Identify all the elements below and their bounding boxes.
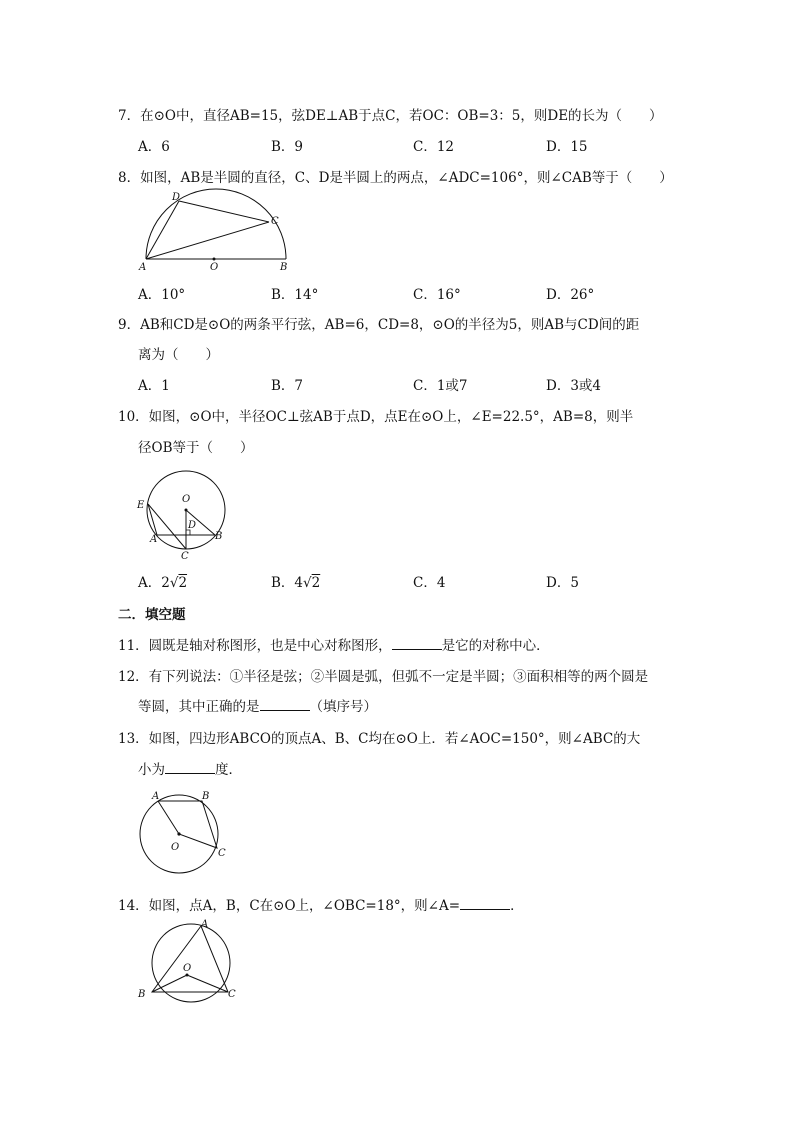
q10-label-b: B bbox=[215, 531, 223, 542]
q10-center-point bbox=[185, 509, 188, 512]
q14-label-a: A bbox=[201, 919, 209, 930]
q13-label-a: A bbox=[152, 791, 160, 802]
q8-option-b: B．14° bbox=[271, 287, 319, 303]
q9-option-a: A．1 bbox=[138, 378, 170, 394]
q14-label-o: O bbox=[183, 963, 192, 974]
q10-options bbox=[138, 571, 738, 589]
q10-label-a: A bbox=[150, 534, 158, 545]
q12-stem-line1: 12．有下列说法：①半径是弦；②半圆是弧，但弧不一定是半圆；③面积相等的两个圆是 bbox=[118, 669, 649, 685]
q9-option-c: C．1或7 bbox=[413, 378, 468, 394]
q9-stem-line2: 离为（ ） bbox=[138, 347, 219, 363]
q10-stem-line2: 径OB等于（ ） bbox=[138, 440, 254, 456]
q13-label-b: B bbox=[202, 791, 210, 802]
q14-circle-figure bbox=[136, 920, 246, 1002]
q10-label-d: D bbox=[188, 520, 197, 531]
q10-option-c: C．4 bbox=[413, 575, 446, 591]
q10-label-e: E bbox=[137, 500, 145, 511]
section-fill-in-title: 二．填空题 bbox=[118, 607, 186, 623]
q13-label-c: C bbox=[218, 848, 226, 859]
q11-answer-blank[interactable] bbox=[392, 637, 442, 650]
q13-answer-blank[interactable] bbox=[165, 761, 215, 774]
q13-circle-figure bbox=[138, 788, 238, 878]
q10-stem-line1: 10．如图，⊙O中，半径OC⊥弦AB于点D，点E在⊙O上，∠E=22.5°，AB=8，则半 bbox=[118, 409, 634, 425]
q8-semicircle-arc bbox=[146, 189, 286, 259]
q8-segment-dc bbox=[179, 201, 269, 222]
q8-label-b: B bbox=[280, 262, 288, 273]
q14-answer-blank[interactable] bbox=[460, 897, 510, 910]
q10-label-o: O bbox=[182, 494, 191, 505]
q10-option-d: D．5 bbox=[546, 575, 579, 591]
q8-options bbox=[138, 283, 738, 301]
q12-stem-line2: 等圆，其中正确的是 （填序号） bbox=[138, 699, 377, 715]
q10-label-c: C bbox=[181, 551, 189, 562]
q8-option-a: A．10° bbox=[138, 287, 186, 303]
q9-stem-line1: 9．AB和CD是⊙O的两条平行弦，AB=6，CD=8，⊙O的半径为5，则AB与CD间的距 bbox=[118, 317, 640, 333]
q8-option-d: D．26° bbox=[546, 287, 595, 303]
q9-option-d: D．3或4 bbox=[546, 378, 602, 394]
q10-circle-figure bbox=[134, 478, 234, 560]
q10-option-b: B．4√2 bbox=[271, 575, 321, 591]
q14-label-c: C bbox=[228, 989, 236, 1000]
q13-center-point bbox=[177, 832, 180, 835]
q8-label-o: O bbox=[210, 262, 219, 273]
q13-label-o: O bbox=[171, 842, 180, 853]
q7-option-d: D．15 bbox=[546, 139, 588, 155]
q8-label-d: D bbox=[172, 192, 181, 203]
q9-option-b: B．7 bbox=[271, 378, 304, 394]
q7-option-c: C．12 bbox=[413, 139, 455, 155]
q8-stem: 8．如图，AB是半圆的直径，C、D是半圆上的两点，∠ADC=106°，则∠CAB等于（ ） bbox=[118, 170, 673, 186]
q7-options bbox=[138, 135, 738, 153]
q14-label-b: B bbox=[138, 989, 146, 1000]
q8-label-c: C bbox=[271, 216, 279, 227]
q7-option-b: B．9 bbox=[271, 139, 304, 155]
q13-stem-line1: 13．如图，四边形ABCO的顶点A、B、C均在⊙O上．若∠AOC=150°，则∠ABC的大 bbox=[118, 731, 641, 747]
q8-option-c: C．16° bbox=[413, 287, 461, 303]
q8-semicircle-figure bbox=[136, 190, 296, 272]
q12-answer-blank[interactable] bbox=[260, 698, 310, 711]
q10-option-a: A．2√2 bbox=[138, 575, 188, 591]
q8-center-point bbox=[213, 258, 216, 261]
q14-stem: 14．如图，点A，B，C在⊙O上，∠OBC=18°，则∠A= ． bbox=[118, 898, 524, 914]
q9-options bbox=[138, 374, 738, 392]
q11-stem: 11．圆既是轴对称图形，也是中心对称图形， 是它的对称中心． bbox=[118, 638, 550, 654]
q7-stem: 7．在⊙O中，直径AB=15，弦DE⊥AB于点C，若OC：OB=3：5，则DE的长为（ ） bbox=[118, 108, 663, 124]
q13-stem-line2: 小为 度． bbox=[138, 762, 242, 778]
q8-label-a: A bbox=[139, 262, 147, 273]
q7-option-a: A．6 bbox=[138, 139, 170, 155]
